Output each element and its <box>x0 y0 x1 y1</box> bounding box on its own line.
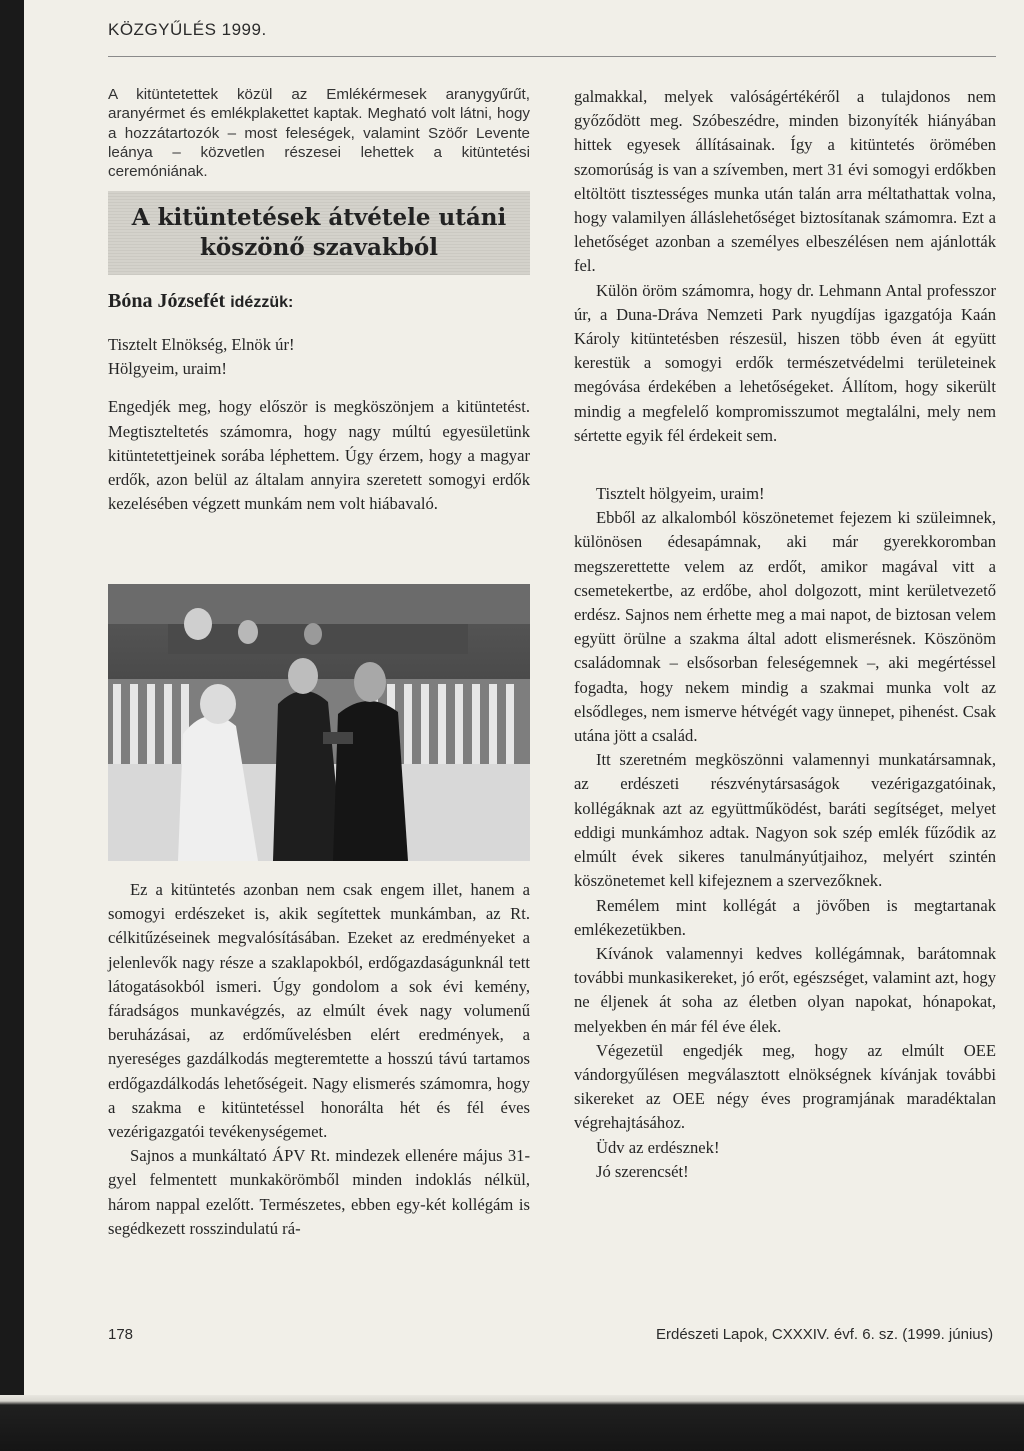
left-column-lower <box>108 878 530 1241</box>
closing-line-2: Jó szerencsét! <box>596 1161 689 1181</box>
right-paragraph-2: Külön öröm számomra, hogy dr. Lehmann Antal professzor úr, a Duna-Dráva Nemzeti Park nyugdíjas igazgatója Kaán Károly kitüntetésben részesül, hiszen több éven át együtt kerestük a somogyi erdők természetvédelmi területeinek megóvása érdekében a lehetőségeket. Állítom, hogy sikerült mindig a megfelelő kompromisszumot megtalálni, mely nem sértette egyik fél érdekeit sem. <box>574 280 996 445</box>
right-paragraph-6: Kívánok valamennyi kedves kollégámnak, barátomnak további munkasikereket, jó erőt, egészséget, valamint azt, hogy ne éljenek át soha az életben olyan napokat, hónapokat, melyekben én már fél éve élek. <box>574 943 996 1036</box>
quote-heading <box>108 290 293 313</box>
right-paragraph-7: Végezetül engedjék meg, hogy az elmúlt OEE vándorgyűlésen megválasztott elnökségnek kívánjak további sikereket az OEE négy éves programjának maradéktalan végrehajtásához. <box>574 1040 996 1133</box>
left-paragraph-3: Sajnos a munkáltató ÁPV Rt. mindezek ellenére május 31-gyel felmentett munkakörömből minden indoklás nélkül, három nappal ezelőtt. Természetes, ebben egy-két kollégám is segédkezett rosszindulatú rá- <box>108 1146 530 1238</box>
right-paragraph-4: Itt szeretném megköszönni valamennyi munkatársamnak, az erdészeti részvénytársaságok vezérigazgatóinak, kollégáknak azt az együttműködést, baráti segítséget, melyet eddigi munkámhoz adtak. Nagyon sok szép emlék fűződik az elmúlt évek sikeres tanulmányútjaihoz, melyért szintén köszönetemet kell kifejeznem a szervezőknek. <box>574 750 996 891</box>
right-salutation: Tisztelt hölgyeim, uraim! <box>596 484 765 504</box>
right-paragraph-3: Ebből az alkalomból köszönetemet fejezem ki szüleimnek, különösen édesapámnak, aki már gyerekkoromban megszerettette velem az erdőt, amikor magával vitt a csemetekertbe, az erdőbe, ahol dolgozott, mint kerületvezető erdész. Sajnos nem érhette meg a mai napot, de biztosan velem együtt örülne a szakma által adott elismerésnek. Köszönöm családomnak – elsősorban feleségemnek –, aki megértéssel fogadta, hogy nekem mindig a szakmai munka volt az elsődleges, nem ismerve hétvégét vagy ünnepet, pihenést. Csak utána jött a család. <box>574 508 996 746</box>
header-rule <box>108 56 996 57</box>
left-paragraph-2: Ez a kitüntetés azonban nem csak engem illet, hanem a somogyi erdészeket is, akik segítettek munkámban, az Rt. célkitűzéseinek megvalósításában. Ezeket az eredményeket a jelenlevők nagy része a szaklapokból, erdőgazdaságunknál tett látogatásokból ismeri. Úgy gondolom a sok évi kemény, fáradságos munkavégzés, az elmúlt évek nagy volumenű beruházásai, az erdőművelésben elért eredmények, a nyereséges gazdálkodás megteremtette a hosszú távú tartamos erdőgazdálkodás lehetőségeit. Nagy elismerés számomra, hogy a szakma e kitüntetéssel honorálta hét és fél éves vezérigazgatói tevékenységemet. <box>108 880 530 1142</box>
left-column-upper <box>108 333 530 516</box>
journal-citation: Erdészeti Lapok, CXXXIV. évf. 6. sz. (1999. június) <box>656 1326 994 1343</box>
right-paragraph-1: galmakkal, melyek valóságértékéről a tulajdonos nem győződött meg. Szóbeszédre, minden bizonyíték hiányában hittek egyesek állításainak. Így a kitüntetés örömében szomorúság is van a szívemben, mert 31 évi somogyi erdőkben eltöltött tisztességes munka után talán arra méltathattak volna, hogy valamilyen álláslehetőséget biztosítanak számomra. Ezt a lehetőséget azonban a személyes elbeszélésen nem ajánlották fel. <box>574 87 996 276</box>
section-title-line2: köszönő szavakból <box>200 234 438 261</box>
quote-verb: idézzük: <box>230 294 294 311</box>
section-title-box <box>108 191 530 275</box>
scan-border <box>0 1395 1024 1451</box>
salutation-2: Hölgyeim, uraim! <box>108 359 227 379</box>
closing-line-1: Üdv az erdésznek! <box>596 1137 720 1157</box>
left-paragraph-1: Engedjék meg, hogy először is megköszönjem a kitüntetést. Megtiszteltetés számomra, hogy nagy múltú egyesületünk kitüntetettjeinek sorába léphettem. Úgy érzem, hogy a magyar erdők, azon belül az általam annyira szeretett somogyi erdők kezelésében végzett munkám nem volt hiábavaló. <box>108 397 530 514</box>
right-column <box>574 85 996 1184</box>
intro-paragraph <box>108 85 530 181</box>
quote-author: Bóna Józsefét <box>108 290 226 312</box>
salutation-1: Tisztelt Elnökség, Elnök úr! <box>108 335 295 354</box>
page-number: 178 <box>108 1326 134 1343</box>
intro-text: A kitüntetettek közül az Emlékérmesek aranygyűrűt, aranyérmet és emlékplakettet kaptak. Megható volt látni, hogy a hozzátartozók – most feleségek, valamint Szöőr Levente leánya – közvetlen részesei lehettek a kitüntetési ceremóniának. <box>108 86 530 181</box>
ceremony-photo <box>108 584 530 861</box>
right-paragraph-5: Remélem mint kollégát a jövőben is megtartanak emlékezetükben. <box>574 895 996 939</box>
section-title-line1: A kitüntetések átvétele utáni <box>131 204 507 231</box>
ceremony-photo-image <box>108 584 530 861</box>
running-header: KÖZGYŰLÉS 1999. <box>108 20 267 39</box>
